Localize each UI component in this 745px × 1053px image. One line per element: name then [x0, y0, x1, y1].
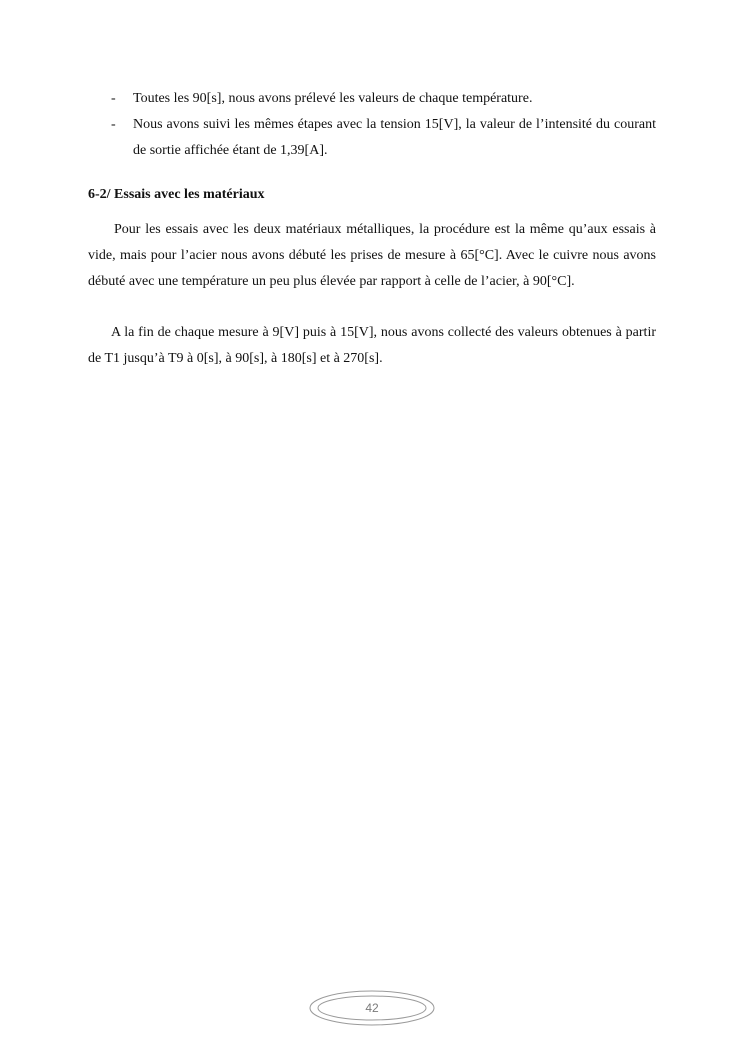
list-item: [88, 112, 656, 164]
body-paragraph: A la fin de chaque mesure à 9[V] puis à 15[V], nous avons collecté des valeurs obtenues à partir de T1 jusqu’à T9 à 0[s], à 90[s], à 180[s] et à 270[s].: [88, 325, 656, 366]
page-number: 42: [365, 1001, 379, 1015]
bullet-marker: -: [111, 117, 116, 132]
list-item: [88, 86, 656, 112]
body-paragraph: Pour les essais avec les deux matériaux métalliques, la procédure est la même qu’aux essais à vide, mais pour l’acier nous avons débuté les prises de mesure à 65[°C]. Avec le cuivre nous avons débuté avec une température un peu plus élevée par rapport à celle de l’acier, à 90[°C].: [88, 222, 656, 289]
section-heading: 6-2/ Essais avec les matériaux: [88, 187, 265, 202]
bullet-text: Toutes les 90[s], nous avons prélevé les valeurs de chaque température.: [133, 91, 533, 106]
bullet-marker: -: [111, 91, 116, 106]
bullet-list: [88, 86, 656, 164]
page-number-badge: [308, 989, 436, 1027]
bullet-text: Nous avons suivi les mêmes étapes avec la tension 15[V], la valeur de l’intensité du courant de sortie affichée étant de 1,39[A].: [133, 117, 656, 158]
